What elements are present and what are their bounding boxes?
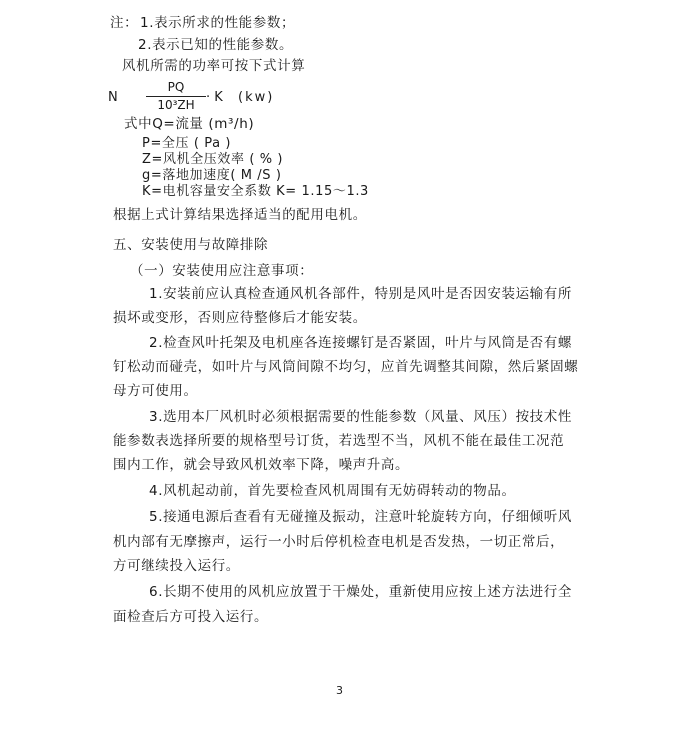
item-3-line-3: 围内工作，就会导致风机效率下降，噪声升高。 (113, 457, 410, 473)
formula-denominator: 10³ZH (157, 98, 195, 112)
fraction-bar (146, 96, 206, 97)
formula-fraction (146, 80, 206, 113)
notes-line-2: 2.表示已知的性能参数。 (138, 37, 294, 53)
item-3-line-1: 3.选用本厂风机时必须根据需要的性能参数（风量、风压）按技术性 (149, 409, 572, 425)
variable-p: P=全压 ( Pa ) (142, 136, 232, 151)
variable-k: K=电机容量安全系数 K= 1.15～1.3 (142, 184, 369, 199)
notes-title: 注： (110, 15, 139, 31)
item-6-line-1: 6.长期不使用的风机应放置于干燥处，重新使用应按上述方法进行全 (149, 584, 572, 600)
item-1-line-1: 1.安装前应认真检查通风机各部件，特别是风叶是否因安装运输有所 (149, 286, 572, 302)
page-number: 3 (336, 684, 343, 697)
item-2-line-1: 2.检查风叶托架及电机座各连接螺钉是否紧固，叶片与风筒是否有螺 (149, 335, 572, 351)
item-6-line-2: 面检查后方可投入运行。 (113, 609, 269, 625)
item-2-line-3: 母方可使用。 (113, 383, 198, 399)
item-5-line-1: 5.接通电源后查看有无碰撞及振动，注意叶轮旋转方向，仔细倾听风 (149, 509, 572, 525)
formula-multiplier: · K (206, 90, 223, 105)
formula-lhs: N (108, 90, 118, 105)
section-5-subtitle: （一）安装使用应注意事项： (130, 263, 314, 279)
item-3-line-2: 能参数表选择所要的规格型号订货，若选型不当，风机不能在最佳工况范 (113, 433, 565, 449)
formula-intro: 风机所需的功率可按下式计算 (122, 58, 306, 74)
variables-intro: 式中Q=流量 (m³/h) (124, 116, 255, 132)
item-5-line-2: 机内部有无摩擦声，运行一小时后停机检查电机是否发热，一切正常后， (113, 534, 565, 550)
item-2-line-2: 钉松动而碰壳，如叶片与风筒间隙不均匀，应首先调整其间隙，然后紧固螺 (113, 359, 579, 375)
formula-unit: (kw) (238, 90, 275, 105)
formula-numerator: PQ (167, 80, 185, 94)
section-5-title: 五、安装使用与故障排除 (113, 237, 269, 253)
item-1-line-2: 损坏或变形，否则应待整修后才能安装。 (113, 310, 367, 326)
variable-z: Z=风机全压效率 ( % ) (142, 152, 284, 167)
variable-g: g=落地加速度( M /S ) (142, 168, 282, 183)
notes-line-1: 1.表示所求的性能参数； (140, 15, 296, 31)
conclusion-text: 根据上式计算结果选择适当的配用电机。 (113, 207, 367, 223)
item-4-line-1: 4.风机起动前，首先要检查风机周围有无妨碍转动的物品。 (149, 483, 516, 499)
item-5-line-3: 方可继续投入运行。 (113, 558, 240, 574)
